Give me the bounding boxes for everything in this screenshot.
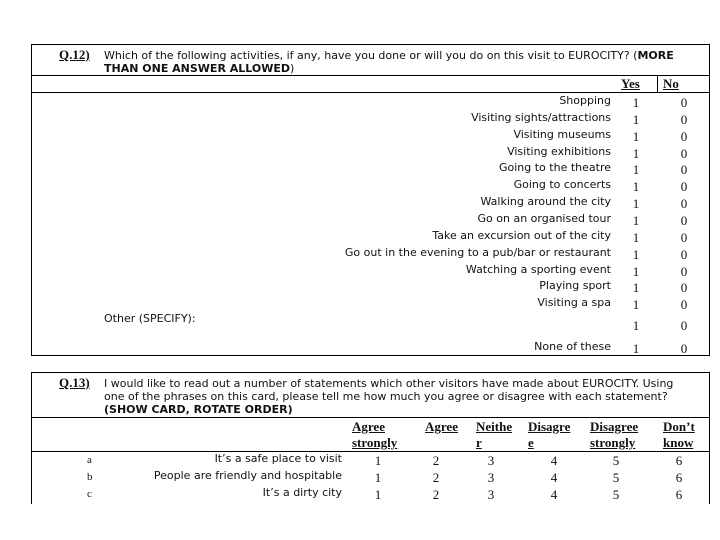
q13-scale-header-line1: Don’t bbox=[663, 419, 695, 434]
q13-scale-header-line1: Disagree bbox=[590, 419, 639, 434]
q12-activity-yes[interactable]: 1 bbox=[632, 162, 640, 177]
q13-statement-text: It’s a safe place to visit bbox=[214, 452, 342, 465]
q12-activity-no[interactable]: 0 bbox=[680, 196, 688, 211]
q13-question-line1: I would like to read out a number of statements which other visitors have made about EUROCITY. Using bbox=[104, 377, 674, 390]
q12-activity-label: Visiting exhibitions bbox=[507, 145, 611, 158]
q13-scale-header bbox=[476, 419, 512, 451]
q13-scale-header-line2: strongly bbox=[352, 435, 398, 450]
q13-response-code[interactable]: 2 bbox=[432, 470, 440, 485]
q12-activity-yes[interactable]: 1 bbox=[632, 112, 640, 127]
q12-col-separator bbox=[657, 75, 658, 92]
q13-divider-top bbox=[31, 417, 710, 418]
q13-response-code[interactable]: 2 bbox=[432, 487, 440, 502]
q13-scale-header bbox=[425, 419, 458, 435]
q12-activity-label: Going to concerts bbox=[513, 178, 611, 191]
q13-scale-header-line2: r bbox=[476, 435, 482, 450]
q12-activity-label: Go on an organised tour bbox=[477, 212, 611, 225]
q12-activity-label: Take an excursion out of the city bbox=[432, 229, 611, 242]
q12-other-no[interactable]: 0 bbox=[680, 318, 688, 333]
q13-response-code[interactable]: 1 bbox=[374, 487, 382, 502]
q12-activity-label: Walking around the city bbox=[480, 195, 611, 208]
q12-activity-yes[interactable]: 1 bbox=[632, 213, 640, 228]
q12-divider-top bbox=[31, 75, 710, 76]
q13-response-code[interactable]: 4 bbox=[550, 470, 558, 485]
q13-question-line2: one of the phrases on this card, please tell me how much you agree or disagree with each statement? bbox=[104, 390, 668, 403]
q12-col-no: No bbox=[663, 76, 679, 91]
q12-activity-no[interactable]: 0 bbox=[680, 146, 688, 161]
q12-activity-label: Visiting a spa bbox=[537, 296, 611, 309]
q12-activity-no[interactable]: 0 bbox=[680, 247, 688, 262]
q12-activity-label: Going to the theatre bbox=[498, 161, 611, 174]
q13-scale-header bbox=[352, 419, 397, 451]
q12-activity-yes[interactable]: 1 bbox=[632, 146, 640, 161]
q12-activity-label: Watching a sporting event bbox=[465, 263, 611, 276]
q12-other-label: Other (SPECIFY): bbox=[104, 312, 196, 325]
q12-activity-yes[interactable]: 1 bbox=[632, 95, 640, 110]
q13-statement-letter: a bbox=[87, 454, 92, 466]
q13-response-code[interactable]: 4 bbox=[550, 487, 558, 502]
q13-response-code[interactable]: 5 bbox=[612, 487, 620, 502]
q13-response-code[interactable]: 1 bbox=[374, 453, 382, 468]
q12-question-line2 bbox=[104, 62, 294, 75]
q12-question-bold-b: THAN ONE ANSWER ALLOWED bbox=[104, 62, 291, 75]
q13-response-code[interactable]: 3 bbox=[487, 470, 495, 485]
q13-number: Q.13) bbox=[59, 375, 90, 390]
q13-response-code[interactable]: 5 bbox=[612, 453, 620, 468]
q13-response-code[interactable]: 6 bbox=[675, 487, 683, 502]
q12-activity-label: Visiting sights/attractions bbox=[471, 111, 611, 124]
q13-scale-header bbox=[528, 419, 570, 451]
q13-response-code[interactable]: 6 bbox=[675, 470, 683, 485]
q12-activity-label: Shopping bbox=[559, 94, 611, 107]
q13-scale-header-line1: Disagre bbox=[528, 419, 571, 434]
q12-activity-label: Visiting museums bbox=[513, 128, 611, 141]
q12-number: Q.12) bbox=[59, 47, 90, 62]
q12-none-yes[interactable]: 1 bbox=[632, 341, 640, 356]
q12-divider-header bbox=[31, 92, 710, 93]
q13-question-bold: (SHOW CARD, ROTATE ORDER) bbox=[104, 403, 293, 416]
q12-activity-no[interactable]: 0 bbox=[680, 179, 688, 194]
q13-scale-header bbox=[590, 419, 638, 451]
q12-activity-yes[interactable]: 1 bbox=[632, 247, 640, 262]
q12-activity-no[interactable]: 0 bbox=[680, 162, 688, 177]
q12-question-text-a: Which of the following activities, if any, have you done or will you do on this visit to EUROCITY? ( bbox=[104, 49, 638, 62]
q13-statement-letter: b bbox=[87, 471, 93, 483]
q13-statement-letter: c bbox=[87, 488, 92, 500]
q13-response-code[interactable]: 3 bbox=[487, 453, 495, 468]
q12-activity-label: Go out in the evening to a pub/bar or restaurant bbox=[344, 246, 611, 259]
q13-response-code[interactable]: 5 bbox=[612, 470, 620, 485]
q12-activity-no[interactable]: 0 bbox=[680, 129, 688, 144]
q12-activity-no[interactable]: 0 bbox=[680, 230, 688, 245]
q12-activity-no[interactable]: 0 bbox=[680, 297, 688, 312]
q12-question-bold-a: MORE bbox=[637, 49, 674, 62]
q12-activity-yes[interactable]: 1 bbox=[632, 129, 640, 144]
q13-response-code[interactable]: 2 bbox=[432, 453, 440, 468]
q12-activity-yes[interactable]: 1 bbox=[632, 196, 640, 211]
q13-scale-header-line1: Agree bbox=[425, 419, 458, 434]
q12-activity-yes[interactable]: 1 bbox=[632, 297, 640, 312]
q13-scale-header-line2: strongly bbox=[590, 435, 636, 450]
q12-none-no[interactable]: 0 bbox=[680, 341, 688, 356]
q12-activity-yes[interactable]: 1 bbox=[632, 230, 640, 245]
q12-activity-yes[interactable]: 1 bbox=[632, 280, 640, 295]
q13-response-code[interactable]: 1 bbox=[374, 470, 382, 485]
q12-activity-label: Playing sport bbox=[539, 279, 611, 292]
q12-none-label: None of these bbox=[534, 340, 611, 353]
q13-scale-header bbox=[663, 419, 695, 451]
q13-statement-text: It’s a dirty city bbox=[262, 486, 342, 499]
q12-question-line1 bbox=[104, 49, 674, 62]
q12-activity-no[interactable]: 0 bbox=[680, 280, 688, 295]
q13-scale-header-line2: e bbox=[528, 435, 534, 450]
q13-statement-text: People are friendly and hospitable bbox=[153, 469, 342, 482]
q12-other-yes[interactable]: 1 bbox=[632, 318, 640, 333]
q13-response-code[interactable]: 6 bbox=[675, 453, 683, 468]
q12-question-text-b: ) bbox=[290, 62, 295, 75]
q13-divider-header bbox=[31, 451, 710, 452]
q12-activity-no[interactable]: 0 bbox=[680, 264, 688, 279]
q13-scale-header-line1: Neithe bbox=[476, 419, 513, 434]
q12-activity-no[interactable]: 0 bbox=[680, 112, 688, 127]
q13-response-code[interactable]: 3 bbox=[487, 487, 495, 502]
q12-col-yes: Yes bbox=[621, 76, 640, 91]
q13-response-code[interactable]: 4 bbox=[550, 453, 558, 468]
q12-activity-yes[interactable]: 1 bbox=[632, 264, 640, 279]
q12-activity-yes[interactable]: 1 bbox=[632, 179, 640, 194]
q13-scale-header-line2: know bbox=[663, 435, 694, 450]
q13-scale-header-line1: Agree bbox=[352, 419, 385, 434]
q12-activity-no[interactable]: 0 bbox=[680, 213, 688, 228]
q12-activity-no[interactable]: 0 bbox=[680, 95, 688, 110]
q13-question-line3 bbox=[104, 403, 293, 416]
